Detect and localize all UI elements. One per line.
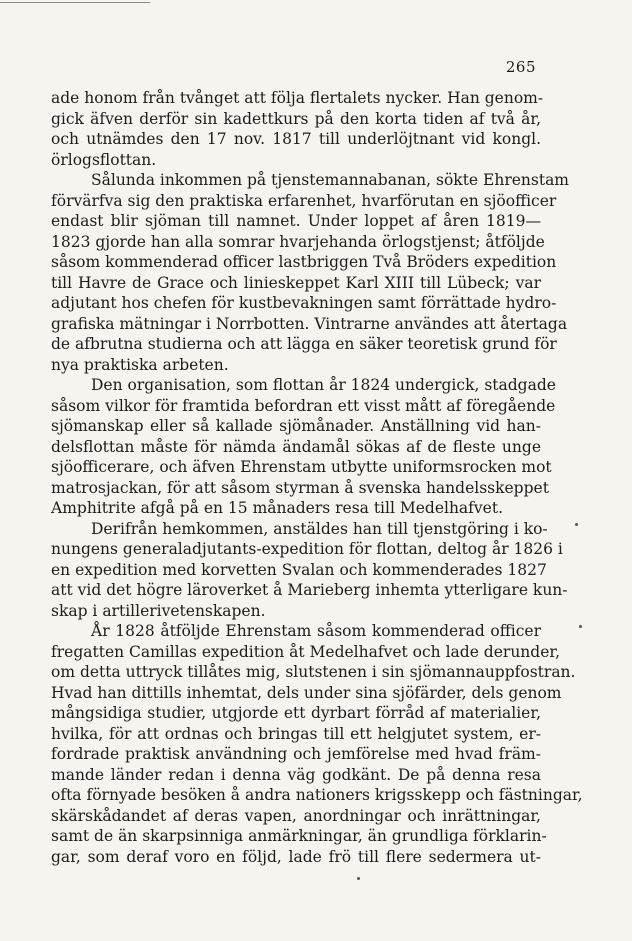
text-line: de afbrutna studierna och att lägga en säker teoretisk grund för [51, 335, 557, 353]
margin-mark [579, 625, 582, 628]
text-line: nya praktiska arbeten. [51, 355, 229, 374]
text-line: Amphitrite afgå på en 15 månaders resa till Medelhafvet. [51, 499, 503, 517]
text-line: 1823 gjorde han alla somrar hvarjehanda örlogstjenst; åtföljde [51, 232, 545, 251]
text-line: skap i artillerivetenskapen. [51, 601, 266, 620]
text-line: en expedition med korvetten Svalan och kommenderades 1827 [51, 560, 547, 579]
top-rule [0, 2, 150, 3]
text-line: till Havre de Grace och linieskeppet Karl XIII till Lübeck; var [51, 273, 541, 292]
text-line: örlogsflottan. [51, 150, 157, 169]
text-line: om detta uttryck tillåtes mig, slutstenen i sin sjömannauppfostran. [51, 663, 576, 681]
text-line: ofta förnyade besöken å andra nationers krigsskepp och fästningar, [51, 786, 583, 804]
text-line: endast blir sjöman till namnet. Under loppet af åren 1819— [51, 212, 541, 230]
text-line: Derifrån hemkommen, anstäldes han till tjenstgöring i ko- [91, 519, 548, 538]
text-line: hvilka, för att ordnas och bringas till ett helgjutet system, er- [51, 724, 541, 743]
text-line: och utnämdes den 17 nov. 1817 till underlöjtnant vid kongl. [51, 130, 541, 148]
text-line: adjutant hos chefen för kustbevakningen samt förrättade hydro- [51, 294, 557, 312]
text-line: delsflottan måste för nämda ändamål sökas af de fleste unge [51, 437, 541, 456]
text-line: sjöofficerare, och äfven Ehrenstam utbytte uniformsrocken mot [51, 458, 552, 476]
text-line: skärskådandet af deras vapen, anordningar och inrättningar, [51, 806, 541, 825]
text-line: grafiska mätningar i Norrbotten. Vintrarne användes att återtaga [51, 314, 568, 333]
text-line: sjömanskap eller så kallade sjömånader. Anställning vid han- [51, 417, 541, 435]
text-line: såsom kommenderad officer lastbriggen Två Bröders expedition [51, 253, 557, 271]
text-line: nungens generaladjutants-expedition för flottan, deltog år 1826 i [51, 540, 563, 558]
body-text [51, 88, 583, 867]
text-line: År 1828 åtföljde Ehrenstam såsom kommenderad officer [91, 622, 541, 640]
text-line: Sålunda inkommen på tjenstemannabanan, sökte Ehrenstam [91, 171, 570, 189]
text-line: mande länder redan i denna väg godkänt. De på denna resa [51, 765, 541, 784]
text-line: matrosjackan, för att såsom styrman å svenska handelsskeppet [51, 478, 549, 497]
text-line: samt de än skarpsinniga anmärkningar, än grundliga förklarin- [51, 827, 547, 845]
page-number: 265 [505, 58, 536, 76]
text-line: förvärfva sig den praktiska erfarenhet, hvarförutan en sjöofficer [51, 191, 557, 210]
text-line: fregatten Camillas expedition åt Medelhafvet och lade derunder, [51, 642, 561, 661]
text-line: fordrade praktisk användning och jemförelse med hvad främ- [51, 745, 541, 763]
text-line: mångsidiga studier, utgjorde ett dyrbart förråd af materialier, [51, 704, 541, 722]
text-line: såsom vilkor för framtida befordran ett visst mått af föregående [51, 396, 556, 415]
text-line: Hvad han dittills inhemtat, dels under sina sjöfärder, dels genom [51, 683, 562, 702]
margin-mark [357, 877, 360, 880]
text-line: gar, som deraf voro en följd, lade frö till flere sedermera ut- [51, 847, 541, 866]
text-line: Den organisation, som flottan år 1824 undergick, stadgade [91, 376, 556, 394]
text-line: gick äfven derför sin kadettkurs på den korta tiden af två år, [51, 109, 541, 128]
margin-mark [575, 523, 578, 526]
text-line: ade honom från tvånget att följa flertalets nycker. Han genom- [51, 89, 544, 107]
text-line: att vid det högre läroverket å Marieberg inhemta ytterligare kun- [51, 581, 568, 599]
